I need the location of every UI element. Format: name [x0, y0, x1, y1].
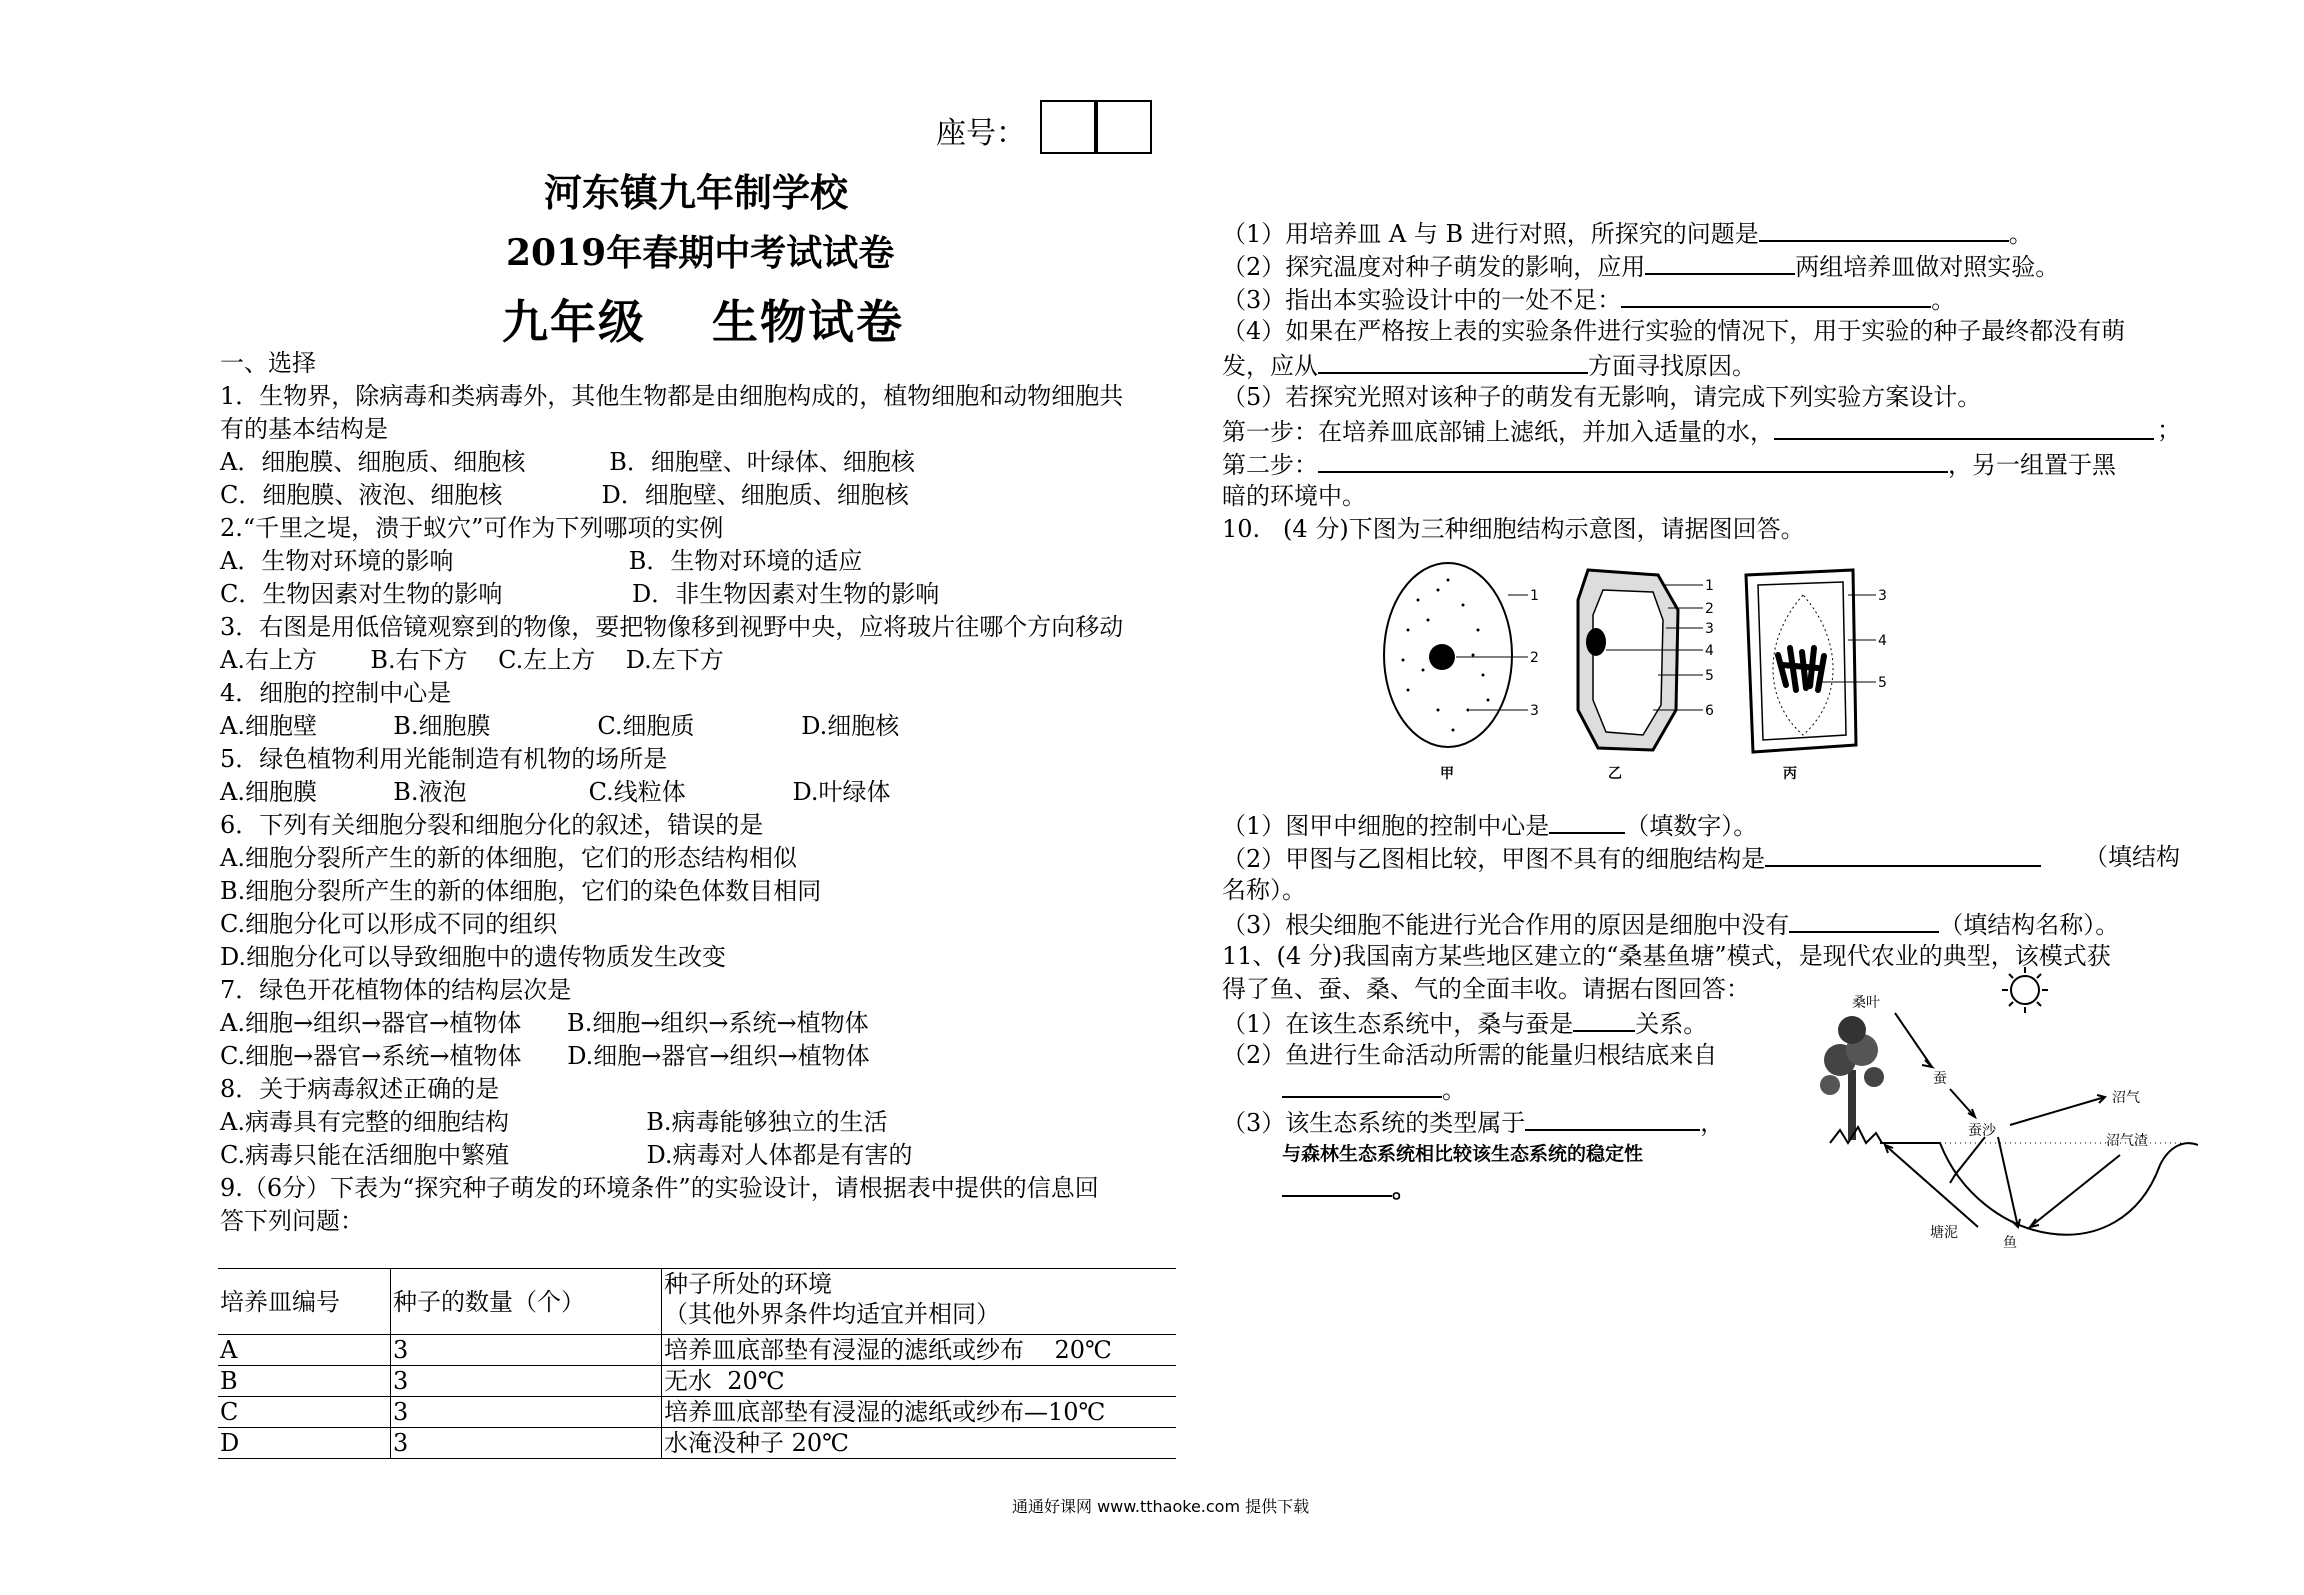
q9-part5: （5）若探究光照对该种子的萌发有无影响，请完成下列实验方案设计。 [1222, 383, 1982, 411]
left-column [220, 347, 1180, 1238]
question-line: 4．细胞的控制中心是 [220, 679, 452, 707]
question-line: 3．右图是用低倍镜观察到的物像，要把物像移到视野中央，应将玻片往哪个方向移动 [220, 613, 1124, 641]
option-line: C.细胞分化可以形成不同的组织 [220, 910, 558, 938]
q9-part2: （2）探究温度对种子萌发的影响，应用 两组培养皿做对照实验。 [1222, 249, 2182, 282]
option-line: A.病毒具有完整的细胞结构 B.病毒能够独立的生活 [220, 1108, 888, 1136]
label-yi-6: 6 [1705, 703, 1714, 719]
question-line: 7．绿色开花植物体的结构层次是 [220, 976, 572, 1004]
subject-label: 生物试卷 [712, 295, 904, 349]
option-line: C.细胞→器官→系统→植物体 D.细胞→器官→组织→植物体 [220, 1042, 870, 1070]
flow-arrows [1885, 1013, 2120, 1227]
answer-blank[interactable] [1525, 1105, 1700, 1131]
grade-label: 九年级 [502, 295, 646, 349]
table-header-cell: 种子的数量（个） [391, 1269, 662, 1335]
q9-part3: （3）指出本实验设计中的一处不足： 。 [1222, 282, 2182, 315]
q10-part3: （3）根尖细胞不能进行光合作用的原因是细胞中没有 （填结构名称）。 [1222, 907, 2182, 940]
label-silkworm-droppings: 蚕沙 [1968, 1123, 1996, 1139]
option-line: A.细胞→组织→器官→植物体 B.细胞→组织→系统→植物体 [220, 1009, 869, 1037]
question-line: 9.（6分）下表为“探究种子萌发的环境条件”的实验设计，请根据表中提供的信息回 [220, 1174, 1099, 1202]
label-biogas-residue: 沼气渣 [2106, 1133, 2148, 1149]
question-line: 5．绿色植物利用光能制造有机物的场所是 [220, 745, 668, 773]
seat-label: 座号： [936, 116, 1026, 151]
table-cell: 培养皿底部垫有浸湿的滤纸或纱布—10℃ [662, 1397, 1177, 1428]
option-line: A.细胞膜 B.液泡 C.线粒体 D.叶绿体 [220, 778, 891, 806]
q10-part2-cont: 名称）。 [1222, 876, 1306, 904]
mulberry-tree-icon [1820, 1016, 1884, 1143]
answer-blank[interactable] [1318, 348, 1588, 374]
table-cell: C [218, 1397, 391, 1428]
table-header-cell: 培养皿编号 [218, 1269, 391, 1335]
q11-part3: （3）该生态系统的类型属于 ， [1222, 1105, 2182, 1138]
label-bing-3: 3 [1878, 588, 1887, 604]
q10-part1: （1）图甲中细胞的控制中心是 （填数字）。 [1222, 808, 2182, 841]
answer-blank[interactable] [1282, 1072, 1442, 1098]
table-row [218, 1428, 1176, 1459]
table-cell: 3 [391, 1397, 662, 1428]
table-cell: 水淹没种子 20℃ [662, 1428, 1177, 1459]
label-mulberry-leaf: 桑叶 [1852, 995, 1880, 1011]
q11-heading-cont: 得了鱼、蚕、桑、气的全面丰收。请据右图回答： [1222, 975, 1750, 1003]
table-cell: A [218, 1335, 391, 1366]
q11-part3-cont2: 。 [1222, 1171, 2182, 1204]
caption-yi: 乙 [1608, 766, 1622, 782]
mulberry-fishpond-figure [1800, 965, 2200, 1265]
label-jia-1: 1 [1530, 588, 1539, 604]
table-header-cell [662, 1269, 1177, 1335]
footer-credit: 通通好课网 www.tthaoke.com 提供下载 [1012, 1497, 1310, 1516]
q9-step1: 第一步：在培养皿底部铺上滤纸，并加入适量的水， ； [1222, 416, 2181, 446]
q11-part2-cont: 。 [1222, 1072, 2182, 1105]
plant-nucleus [1586, 628, 1606, 656]
label-yi-4: 4 [1705, 643, 1714, 659]
table-cell: 3 [391, 1428, 662, 1459]
caption-jia: 甲 [1440, 766, 1454, 782]
label-silkworm: 蚕 [1933, 1071, 1947, 1087]
table-cell: B [218, 1366, 391, 1397]
option-line: C．生物因素对生物的影响 D．非生物因素对生物的影响 [220, 580, 940, 608]
right-column [1222, 216, 2182, 546]
answer-blank[interactable] [1318, 447, 1948, 473]
label-jia-3: 3 [1530, 703, 1539, 719]
label-bing-4: 4 [1878, 633, 1887, 649]
table-header-sub: （其他外界条件均适宜并相同） [664, 1300, 1000, 1328]
q9-step2-cont: 暗的环境中。 [1222, 482, 1366, 510]
nucleus [1429, 644, 1455, 670]
q11-part1: （1）在该生态系统中，桑与蚕是 关系。 [1222, 1006, 2182, 1039]
label-biogas: 沼气 [2112, 1090, 2140, 1106]
label-yi-3: 3 [1705, 621, 1714, 637]
q11-heading: 11、(4 分)我国南方某些地区建立的“桑基鱼塘”模式，是现代农业的典型，该模式获 [1222, 942, 2111, 970]
option-line: C.病毒只能在活细胞中繁殖 D.病毒对人体都是有害的 [220, 1141, 913, 1169]
table-header-row [218, 1269, 1176, 1335]
section-heading: 一、选择 [220, 349, 316, 377]
q9-part4-cont: 发，应从 方面寻找原因。 [1222, 348, 2182, 381]
q10-heading: 10. (4 分)下图为三种细胞结构示意图，请据图回答。 [1222, 515, 1805, 543]
label-pond-mud: 塘泥 [1930, 1225, 1958, 1241]
question-line: 6．下列有关细胞分裂和细胞分化的叙述，错误的是 [220, 811, 764, 839]
experiment-table [218, 1268, 1176, 1459]
seat-number-box-1[interactable] [1040, 100, 1098, 154]
option-line: A.右上方 B.右下方 C.左上方 D.左下方 [220, 646, 724, 674]
option-line: C．细胞膜、液泡、细胞核 D．细胞壁、细胞质、细胞核 [220, 481, 909, 509]
table-cell: 3 [391, 1335, 662, 1366]
label-yi-2: 2 [1705, 601, 1714, 617]
option-line: A．生物对环境的影响 B．生物对环境的适应 [220, 547, 863, 575]
q9-part1: （1）用培养皿 A 与 B 进行对照，所探究的问题是 。 [1222, 216, 2182, 249]
answer-blank[interactable] [1549, 808, 1625, 834]
q9-step2: 第二步： ，另一组置于黑 [1222, 447, 2182, 480]
table-row [218, 1366, 1176, 1397]
answer-blank[interactable] [1765, 841, 2041, 867]
table-cell: 3 [391, 1366, 662, 1397]
option-line: D.细胞分化可以导致细胞中的遗传物质发生改变 [220, 943, 727, 971]
school-name: 河东镇九年制学校 [544, 170, 849, 215]
question-line: 1．生物界，除病毒和类病毒外，其他生物都是由细胞构成的，植物细胞和动物细胞共 [220, 382, 1124, 410]
question-line: 有的基本结构是 [220, 415, 388, 443]
sun-icon [2002, 967, 2048, 1013]
label-bing-5: 5 [1878, 675, 1887, 691]
answer-blank[interactable] [1789, 907, 1939, 933]
option-line: A.细胞壁 B.细胞膜 C.细胞质 D.细胞核 [220, 712, 900, 740]
answer-blank[interactable] [1645, 249, 1795, 275]
table-row [218, 1335, 1176, 1366]
table-header-main: 种子所处的环境 [664, 1270, 832, 1298]
seat-number-box-2[interactable] [1094, 100, 1152, 154]
answer-blank[interactable] [1282, 1171, 1392, 1197]
exam-title: 2019年春期中考试试卷 [506, 232, 895, 274]
q11-part2: （2）鱼进行生命活动所需的能量归根结底来自 [1222, 1041, 1718, 1069]
table-cell: 培养皿底部垫有浸湿的滤纸或纱布 20℃ [662, 1335, 1177, 1366]
answer-blank[interactable] [1621, 282, 1931, 308]
answer-blank[interactable] [1573, 1006, 1635, 1032]
question-line: 8．关于病毒叙述正确的是 [220, 1075, 500, 1103]
vacuole [1593, 590, 1663, 735]
option-line: B.细胞分裂所产生的新的体细胞，它们的染色体数目相同 [220, 877, 822, 905]
cell-structure-figure [1378, 560, 1898, 785]
answer-blank[interactable] [1774, 414, 2154, 440]
table-cell: 无水 20℃ [662, 1366, 1177, 1397]
table-row [218, 1397, 1176, 1428]
caption-bing: 丙 [1783, 766, 1797, 782]
label-jia-2: 2 [1530, 650, 1539, 666]
q10-part2: （2）甲图与乙图相比较，甲图不具有的细胞结构是 （填结构 [1222, 843, 2180, 873]
answer-blank[interactable] [1759, 216, 2009, 242]
option-line: A.细胞分裂所产生的新的体细胞，它们的形态结构相似 [220, 844, 797, 872]
q9-part4: （4）如果在严格按上表的实验条件进行实验的情况下，用于实验的种子最终都没有萌 [1222, 317, 2126, 345]
label-yi-1: 1 [1705, 578, 1714, 594]
label-yi-5: 5 [1705, 668, 1714, 684]
label-fish: 鱼 [2003, 1235, 2017, 1251]
q11-part3-cont: 与森林生态系统相比较该生态系统的稳定性 [1282, 1143, 1644, 1165]
table-cell: D [218, 1428, 391, 1459]
question-line: 2.“千里之堤，溃于蚁穴”可作为下列哪项的实例 [220, 514, 724, 542]
question-line: 答下列问题： [220, 1207, 364, 1235]
option-line: A．细胞膜、细胞质、细胞核 B．细胞壁、叶绿体、细胞核 [220, 448, 915, 476]
